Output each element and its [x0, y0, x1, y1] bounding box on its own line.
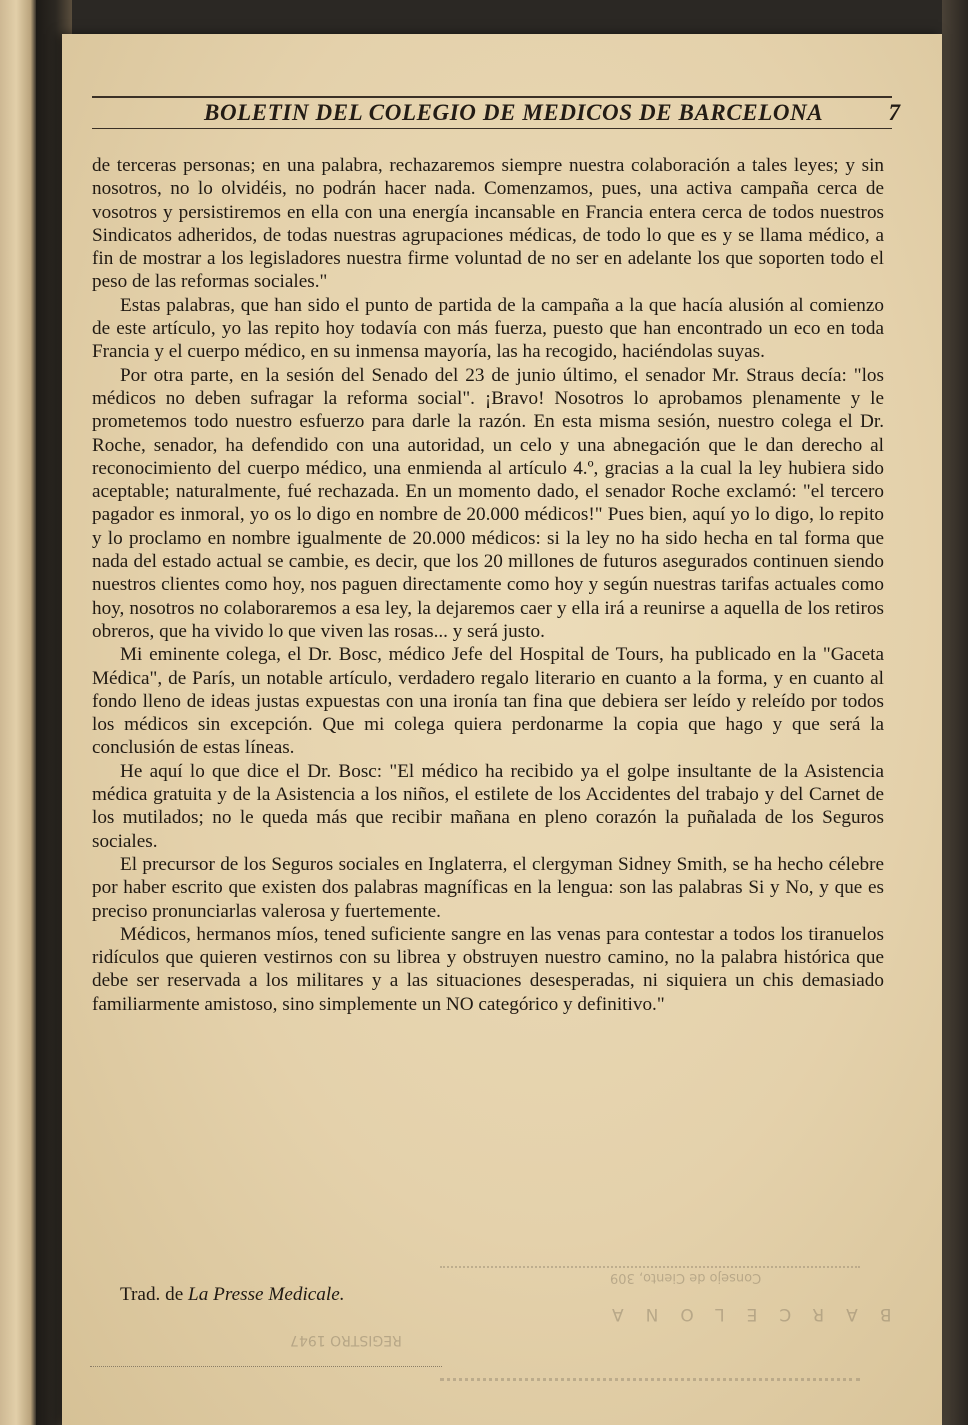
stamp-address: Consejo de Ciento, 309	[610, 1270, 762, 1285]
paragraph: Mi eminente colega, el Dr. Bosc, médico Jefe del Hospital de Tours, ha publicado en la "Gaceta Médica", de París, un notable artículo, verdadero regalo literario en cuanto a la forma, y en cuanto al fondo lleno de ideas justas expuestas con una ironía tan fina que debiera ser leído y releído por todos los médicos sin excepción. Que mi colega quiera perdonarme la copia que hago y que será la conclusión de estas líneas.	[92, 644, 884, 759]
right-page-edge	[942, 0, 968, 1425]
header-title: BOLETIN DEL COLEGIO DE MEDICOS DE BARCELONA	[204, 100, 824, 125]
bottom-rule	[90, 1366, 442, 1367]
paragraph: El precursor de los Seguros sociales en Inglaterra, el clergyman Sidney Smith, se ha hecho célebre por haber escrito que existen dos palabras magníficas en la lengua: son las palabras Si y No, y que es preciso pronunciarlas valerosa y fuertemente.	[92, 853, 884, 922]
translation-credit	[120, 1284, 345, 1306]
page	[62, 34, 942, 1425]
paragraph: Estas palabras, que han sido el punto de partida de la campaña a la que hacía alusión al comienzo de este artículo, yo las repito hoy todavía con más fuerza, puesto que han encontrado un eco en toda Francia y el cuerpo médico, en su inmensa mayoría, las ha recogido, haciéndolas suyas.	[92, 294, 884, 363]
paragraph: de terceras personas; en una palabra, rechazaremos siempre nuestra colaboración a tales leyes; y sin nosotros, no lo olvidéis, no podrán hacer nada. Comenzamos, pues, una activa campaña cerca de vosotros y persistiremos en ella con una energía incansable en Francia entera cerca de todos nuestros Sindicatos adheridos, de todas nuestras agrupaciones médicas, de todo lo que es y se llama médico, a fin de mostrar a los legisladores nuestra firme voluntad de no ser en adelante los que soporten todo el peso de las reformas sociales."	[92, 155, 884, 293]
stamp-registry: REGISTRO 1947	[290, 1332, 402, 1348]
article-body	[92, 154, 884, 1016]
stamp-city: BARCELONA	[590, 1304, 892, 1324]
credit-prefix: Trad. de	[120, 1284, 184, 1305]
paragraph: Por otra parte, en la sesión del Senado del 23 de junio último, el senador Mr. Straus decía: "los médicos no deben sufragar la reforma social". ¡Bravo! Nosotros lo aprobamos plenamente y le prometemos todo nuestro esfuerzo para darle la razón. En esta misma sesión, nuestro colega el Dr. Roche, senador, ha defendido con una autoridad, un celo y una abnegación que le dan derecho al reconocimiento del cuerpo médico, una enmienda al artículo 4.º, gracias a la cual la ley hubiera sido aceptable; naturalmente, fué rechazada. En un momento dado, el senador Roche exclamó: "el tercero pagador es inmoral, yo os lo digo en nombre de 20.000 médicos!" Pues bien, aquí yo lo digo, lo repito y lo proclamo en nombre igualmente de 20.000 médicos: si la ley no ha sido hecha en tal forma que nada del estado actual se cambie, es decir, que los 20 millones de futuros asegurados continuen siendo nuestros clientes como hoy, nos paguen directamente como hoy y según nuestras tarifas actuales como hoy, nosotros no colaboraremos a esa ley, la dejaremos caer y ella irá a reunirse a aquella de los retiros obreros, que ha vivido lo que viven las rosas... y será justo.	[92, 364, 884, 642]
library-stamp	[290, 1266, 892, 1376]
credit-source: La Presse Medicale.	[188, 1284, 345, 1305]
running-header	[92, 96, 900, 129]
paragraph: Médicos, hermanos míos, tened suficiente sangre en las venas para contestar a todos los tiranuelos ridículos que quieren vestirnos con su librea y obstruyen nuestro camino, no la palabra histórica que debe ser reservada a los militares y a las situaciones desesperadas, ni siquiera un chis demasiado familiarmente amistoso, sino simplemente un NO categórico y definitivo."	[92, 923, 884, 1015]
page-number: 7	[888, 100, 900, 125]
paragraph: He aquí lo que dice el Dr. Bosc: "El médico ha recibido ya el golpe insultante de la Asistencia médica gratuita y de la Asistencia a los niños, el estilete de los Accidentes del trabajo y del Carnet de los mutilados; no le queda más que recibir mañana en pleno corazón la puñalada de los Seguros sociales.	[92, 760, 884, 852]
left-page-edge	[0, 0, 36, 1425]
